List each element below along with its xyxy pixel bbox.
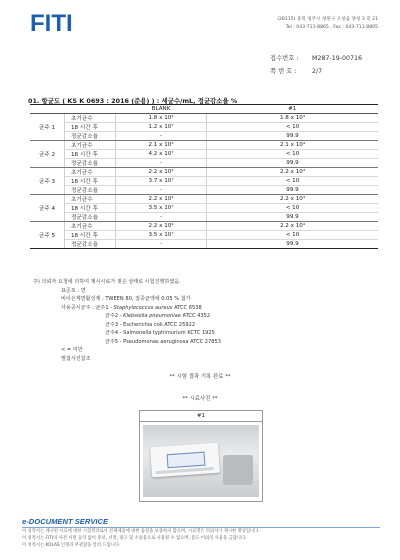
- strain-1-prefix: 사용공시균주 : 균주1 -: [61, 304, 114, 311]
- table-row: [30, 212, 378, 221]
- sample-photo-header: #1: [140, 411, 262, 422]
- strain-1-name: Staphylococcus aureus: [113, 304, 173, 311]
- footer: [22, 517, 380, 549]
- strain-group-label: 균주 1: [30, 113, 65, 140]
- row-item: 18 시간 후: [65, 122, 116, 131]
- sample-value: 2.1 x 10⁴: [207, 140, 379, 149]
- row-item: 18 시간 후: [65, 203, 116, 212]
- table-row: [30, 239, 378, 248]
- contact-line: Tel : 043-711-8865 , Fax : 043-711-8805: [285, 25, 378, 30]
- sample-photo-label: ** 시료사진 **: [182, 396, 218, 402]
- blank-value: 3.5 x 10⁷: [116, 230, 207, 239]
- report-number: M287-19-00716: [312, 55, 363, 62]
- strain-group-label: 균주 5: [30, 221, 65, 248]
- header-cell-blank: BLANK: [116, 105, 207, 114]
- note-strain-1: [33, 304, 221, 313]
- header-cell-group: [30, 105, 116, 114]
- table-row: [30, 149, 378, 158]
- strain-group-label: 균주 4: [30, 194, 65, 221]
- table-row: [30, 185, 378, 194]
- sample-value: 99.9: [207, 131, 379, 140]
- sample-label-strip: [156, 467, 214, 474]
- row-item: 초기균수: [65, 140, 116, 149]
- row-item: 18 시간 후: [65, 230, 116, 239]
- note-surfactant: 비이온계면활성제 : TWEEN 80, 접종균액에 0.05 % 첨가: [61, 296, 191, 302]
- row-item: 초기균수: [65, 113, 116, 122]
- row-item: 초기균수: [65, 167, 116, 176]
- sample-value: < 10: [207, 230, 379, 239]
- strain-2-prefix: 균주2 -: [105, 313, 124, 319]
- row-item: 초기균수: [65, 221, 116, 230]
- note-strain-5: 균주5 - Pseudomonas aeruginosa ATCC 27853: [105, 338, 222, 345]
- footer-note-1: 이 성적서는 제시된 시료에 대한 시험결과로서 전체제품에 대한 품질을 보증하지 않으며, 시료명은 의뢰자가 제시한 명칭입니다.: [22, 529, 260, 534]
- blank-value: 3.7 x 10⁷: [116, 176, 207, 185]
- table-row: [30, 221, 378, 230]
- blank-value: -: [116, 212, 207, 221]
- sample-value: 1.8 x 10⁴: [207, 113, 379, 122]
- blank-value: 2.2 x 10⁴: [116, 221, 207, 230]
- sample-value: < 10: [207, 176, 379, 185]
- blank-value: -: [116, 185, 207, 194]
- report-number-label: 접수번호 :: [270, 55, 299, 62]
- sample-value: 99.9: [207, 185, 379, 194]
- note-strain-2: [33, 312, 221, 321]
- row-item: 정균감소율: [65, 212, 116, 221]
- table-row: [30, 176, 378, 185]
- footer-brand: e-DOCUMENT SERVICE: [22, 517, 109, 526]
- sample-value: < 10: [207, 203, 379, 212]
- blank-value: 2.2 x 10⁴: [116, 167, 207, 176]
- blank-value: 2.2 x 10⁴: [116, 194, 207, 203]
- note-less-than: < = 미만: [61, 347, 83, 353]
- fabric-sample: [150, 443, 220, 478]
- blank-value: 1.8 x 10⁴: [116, 113, 207, 122]
- table-row: [30, 167, 378, 176]
- sample-value: 99.9: [207, 158, 379, 167]
- note-sample-condition: 주) 의뢰자 요청에 의하여 제시시료가 젖은 상태로 시험진행하였음.: [33, 279, 181, 285]
- blank-value: 4.2 x 10⁷: [116, 149, 207, 158]
- footer-note-2: 이 성적서는 FITI의 사전 서면 동의 없이 홍보, 선전, 광고 및 소송용으로 사용될 수 없으며, 용도 이외의 사용을 금합니다.: [22, 536, 247, 541]
- sample-value: 2.2 x 10⁴: [207, 167, 379, 176]
- blank-value: -: [116, 131, 207, 140]
- table-row: [30, 194, 378, 203]
- photo-background-object: [223, 455, 253, 485]
- note-strain-3: 균주3 - Escherichia coli ATCC 25922: [105, 321, 196, 328]
- table-row: [30, 203, 378, 212]
- note-standard-fabric: 표준포 : 면: [61, 287, 86, 294]
- table-row: [30, 158, 378, 167]
- table-header-row: [30, 105, 378, 114]
- sample-value: 2.2 x 10⁴: [207, 221, 379, 230]
- page-number-row: [270, 65, 362, 78]
- report-number-row: [270, 52, 362, 65]
- results-table: [30, 104, 378, 249]
- row-item: 18 시간 후: [65, 176, 116, 185]
- table-row: [30, 122, 378, 131]
- record-complete-text: ** 시험 결과 기록 완료 **: [169, 374, 231, 380]
- strain-group-label: 균주 2: [30, 140, 65, 167]
- fiti-logo: FITI: [30, 10, 73, 37]
- sample-value: < 10: [207, 122, 379, 131]
- blank-value: 3.5 x 10⁷: [116, 203, 207, 212]
- row-item: 정균감소율: [65, 185, 116, 194]
- table-row: [30, 113, 378, 122]
- sample-photo-image: [143, 425, 259, 497]
- note-photo-reference: 별첨사진참조: [61, 355, 91, 362]
- row-item: 정균감소율: [65, 158, 116, 167]
- table-row: [30, 230, 378, 239]
- blank-value: -: [116, 239, 207, 248]
- sample-label-tag: [167, 452, 206, 469]
- page-number: 2/7: [312, 68, 323, 75]
- test-title: 01. 항균도 ( KS K 0693 : 2016 (준용) ) : 세균수/mL, 정균감소율 %: [28, 97, 238, 105]
- row-item: 초기균수: [65, 194, 116, 203]
- row-item: 정균감소율: [65, 239, 116, 248]
- footer-note-3: 이 성적서는 KOLAS 인정과 무관함을 알려 드립니다.: [22, 543, 121, 548]
- table-row: [30, 131, 378, 140]
- blank-value: 2.1 x 10⁴: [116, 140, 207, 149]
- strain-1-code: ATCC 6538: [172, 304, 202, 311]
- sample-value: 99.9: [207, 239, 379, 248]
- blank-value: -: [116, 158, 207, 167]
- sample-value: 2.2 x 10⁴: [207, 194, 379, 203]
- report-info: [270, 52, 362, 78]
- row-item: 18 시간 후: [65, 149, 116, 158]
- strain-group-label: 균주 3: [30, 167, 65, 194]
- strain-2-name: Klebsiella pneumoniae: [123, 313, 181, 319]
- page-number-label: 쪽 번 호 :: [270, 68, 297, 75]
- table-row: [30, 140, 378, 149]
- strain-2-code: ATCC 4352: [180, 313, 211, 319]
- row-item: 정균감소율: [65, 131, 116, 140]
- sample-photo-box: [139, 410, 263, 502]
- test-notes: [33, 278, 221, 363]
- company-address: [277, 16, 378, 32]
- sample-value: < 10: [207, 149, 379, 158]
- note-strain-4: 균주4 - Salmonella typhimurium KCTC 1925: [105, 330, 215, 336]
- sample-value: 99.9: [207, 212, 379, 221]
- address-line: (28115) 충북 청주시 청원구 오창읍 양청 3 길 21: [277, 17, 378, 22]
- header-cell-sample-1: #1: [207, 105, 379, 114]
- blank-value: 1.2 x 10⁷: [116, 122, 207, 131]
